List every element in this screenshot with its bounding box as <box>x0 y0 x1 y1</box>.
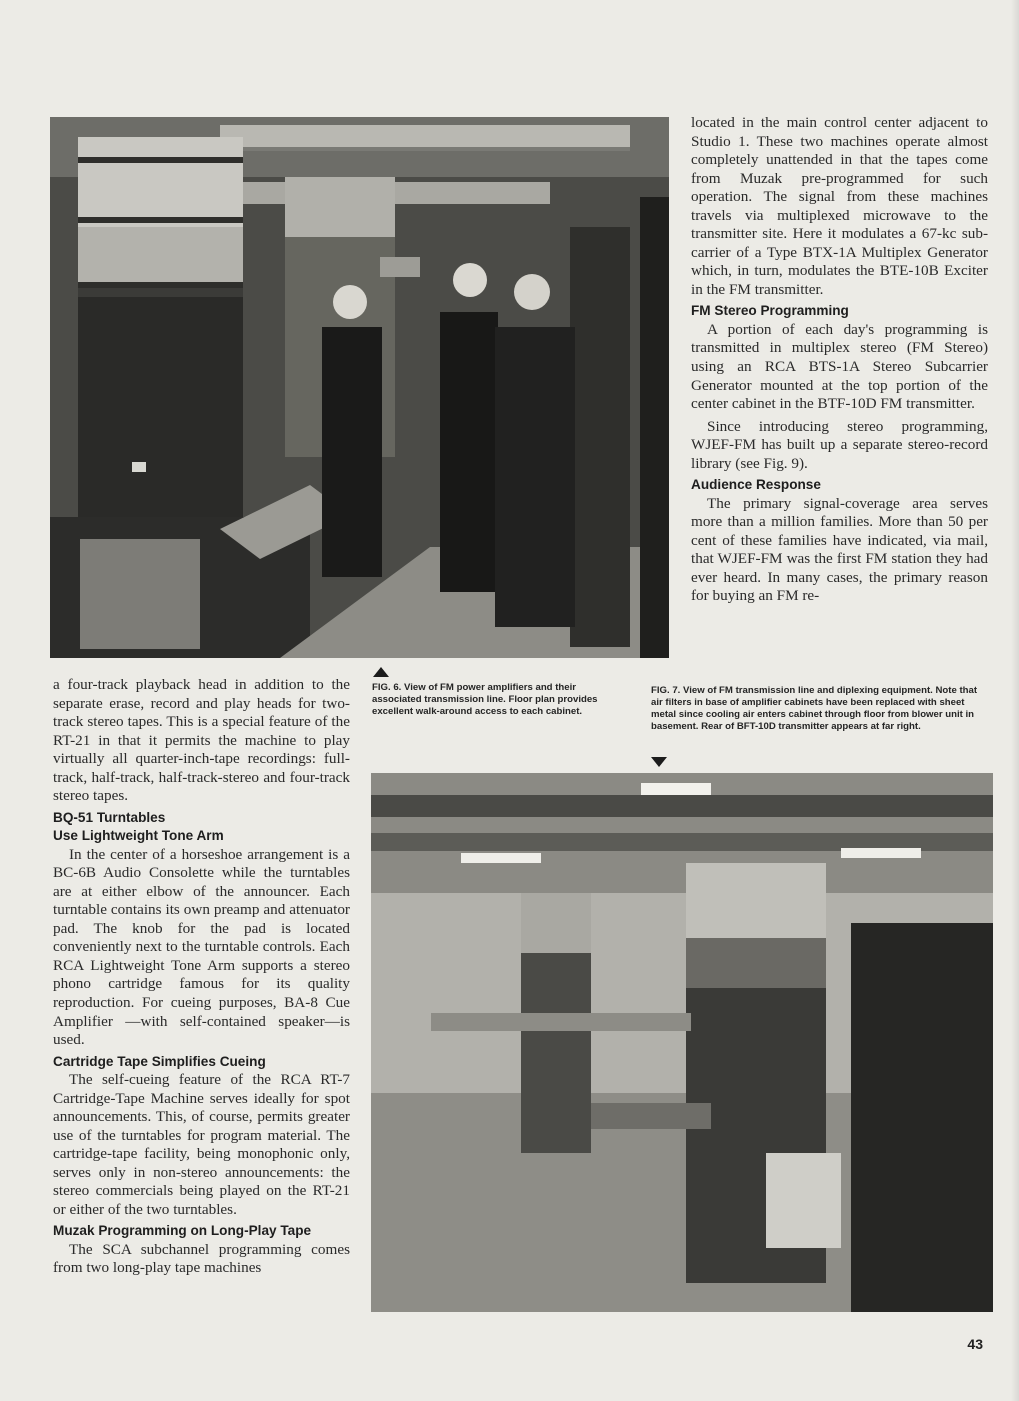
heading-bq51-turntables <box>53 809 350 846</box>
fig6-photo <box>50 117 669 658</box>
heading-fm-stereo-programming: FM Stereo Programming <box>691 303 849 319</box>
fig7-caption: FIG. 7. View of FM transmission line and diplexing equipment. Note that air filters in base of amplifier cabinets have been replaced with sheet metal since cooling air enters cabinet through floor from blower unit in basement. Rear of BFT-10D transmitter appears at far right. <box>651 685 978 733</box>
fig6-illustration <box>50 117 669 658</box>
right-paragraph-3: Since introducing stereo programming, WJEF-FM has built up a separate stereo-record library (see Fig. 9). <box>691 417 988 472</box>
right-paragraph-4: The primary signal-coverage area serves more than a million families. More than 50 per cent of these families have indicated, via mail, that WJEF-FM was the first FM station they had ever heard. In many cases, the primary reason for buying an FM re- <box>691 494 988 605</box>
right-column-upper <box>691 114 988 606</box>
right-paragraph-2: A portion of each day's programming is transmitted in multiplex stereo (FM Stereo) using an RCA BTS-1A Stereo Subcarrier Generator mounted at the top portion of the center cabinet in the BTF-10D FM transmitter. <box>691 320 988 413</box>
heading-audience-response: Audience Response <box>691 477 821 493</box>
scan-edge-shadow <box>1011 0 1019 1401</box>
left-column-lower <box>53 676 350 1278</box>
fig6-caption: FIG. 6. View of FM power amplifiers and their associated transmission line. Floor plan provides excellent walk-around access to each cabinet. <box>372 682 598 718</box>
heading-bq51-line2: Use Lightweight Tone Arm <box>53 828 224 844</box>
right-paragraph-1: located in the main control center adjacent to Studio 1. These two machines operate almost completely unattended in that the tapes come from Muzak pre-programmed for such operation. The signal from these machines travels via multiplexed microwave to the transmitter site. Here it modulates a 67-kc sub-carrier of a Type BTX-1A Multiplex Generator which, in turn, modulates the BTE-10B Exciter in the FM transmitter. <box>691 114 988 298</box>
left-paragraph-4: The SCA subchannel programming comes from two long-play tape machines <box>53 1240 350 1277</box>
left-paragraph-1: a four-track playback head in addition to the separate erase, record and play heads for two-track stereo tapes. This is a special feature of the RT-21 in that it permits the machine to play virtually all quarter-inch-tape recordings: full-track, half-track, half-track-stereo and four-track stereo tapes. <box>53 676 350 805</box>
fig7-pointer-icon <box>651 757 667 767</box>
heading-bq51-line1: BQ-51 Turntables <box>53 809 166 825</box>
left-paragraph-3: The self-cueing feature of the RCA RT-7 Cartridge-Tape Machine serves ideally for spot announcements. This, of course, permits greater use of the turntables for program material. The cartridge-tape facility, being monophonic only, serves only in non-stereo announcements: the stereo commercials being played on the RT-21 or either of the two turntables. <box>53 1071 350 1218</box>
heading-cartridge-tape: Cartridge Tape Simplifies Cueing <box>53 1053 266 1069</box>
page-number: 43 <box>967 1336 983 1352</box>
left-paragraph-2: In the center of a horseshoe arrangement is a BC-6B Audio Consolette while the turntables are at either elbow of the announcer. Each turntable contains its own preamp and attenuator pad. The knob for the pad is located conveniently next to the turntable controls. Each RCA Lightweight Tone Arm supports a stereo phono cartridge famous for its quality reproduction. For cueing purposes, BA-8 Cue Amplifier —with self-contained speaker—is used. <box>53 845 350 1049</box>
fig6-pointer-icon <box>373 667 389 677</box>
fig7-illustration <box>371 773 993 1312</box>
heading-muzak-programming: Muzak Programming on Long-Play Tape <box>53 1223 312 1239</box>
fig7-photo <box>371 773 993 1312</box>
